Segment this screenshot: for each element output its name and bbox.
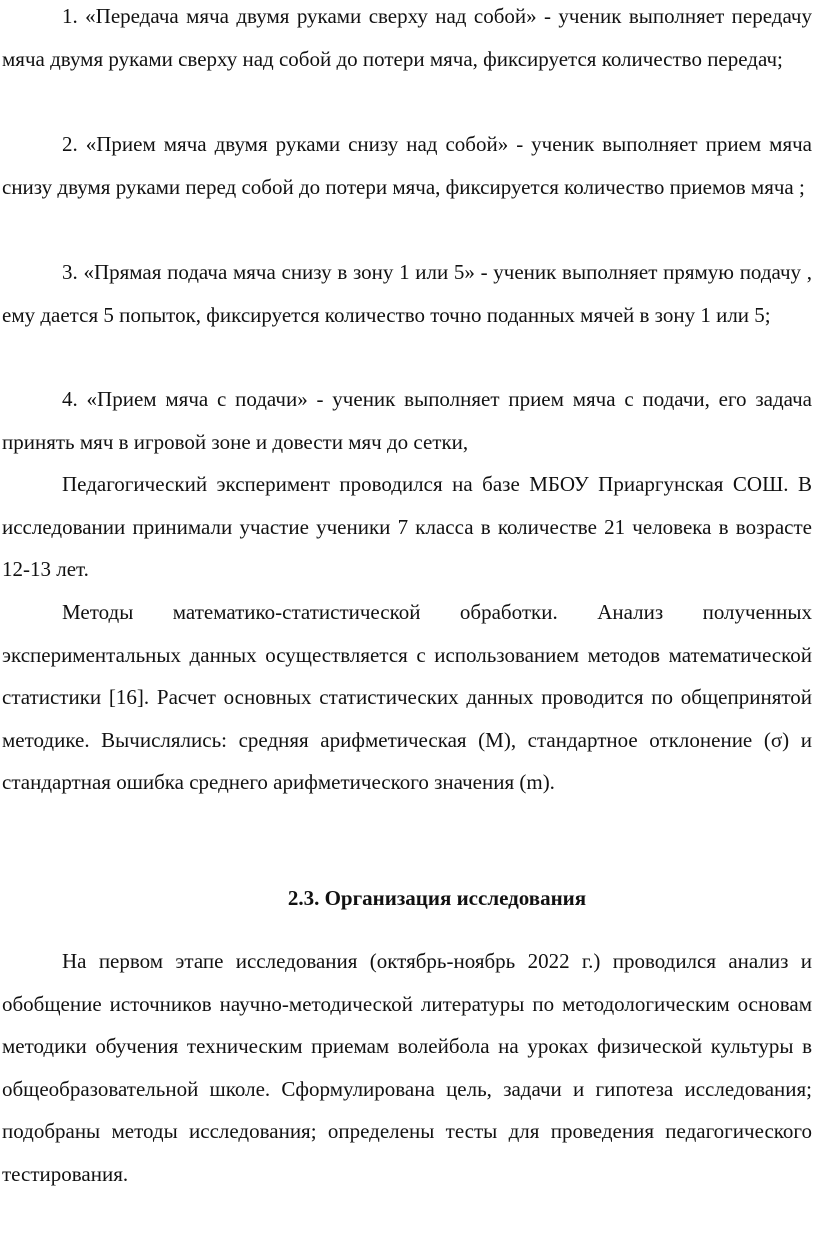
paragraph-test-1: 1. «Передача мяча двумя руками сверху над собой» - ученик выполняет передачу мяча двумя руками сверху над собой до потери мяча, фиксируется количество передач; [2,4,812,71]
paragraph-experiment-base: Педагогический эксперимент проводился на базе МБОУ Приаргунская СОШ. В исследовании принимали участие ученики 7 класса в количестве 21 человека в возрасте 12-13 лет. [2,472,812,581]
paragraph-first-stage: На первом этапе исследования (октябрь-ноябрь 2022 г.) проводился анализ и обобщение источников научно-методической литературы по методологическим основам методики обучения техническим приемам волейбола на уроках физической культуры в общеобразовательной школе. Сформулирована цель, задачи и гипотеза исследования; подобраны методы исследования; определены тесты для проведения педагогического тестирования. [2,949,812,1186]
paragraph-statistical-methods: Методы математико-статистической обработки. Анализ полученных экспериментальных данных осуществляется с использованием методов математической статистики [16]. Расчет основных статистических данных проводится по общепринятой методике. Вычислялись: средняя арифметическая (М), стандартное отклонение (σ) и стандартная ошибка среднего арифметического значения (m). [2,600,812,794]
paragraph-test-4: 4. «Прием мяча с подачи» - ученик выполняет прием мяча с подачи, его задача принять мяч в игровой зоне и довести мяч до сетки, [2,387,812,454]
paragraph-test-3: 3. «Прямая подача мяча снизу в зону 1 или 5» - ученик выполняет прямую подачу , ему дается 5 попыток, фиксируется количество точно поданных мячей в зону 1 или 5; [2,260,812,327]
paragraph-test-2: 2. «Прием мяча двумя руками снизу над собой» - ученик выполняет прием мяча снизу двумя руками перед собой до потери мяча, фиксируется количество приемов мяча ; [2,132,812,199]
section-heading: 2.3. Организация исследования [287,886,587,910]
